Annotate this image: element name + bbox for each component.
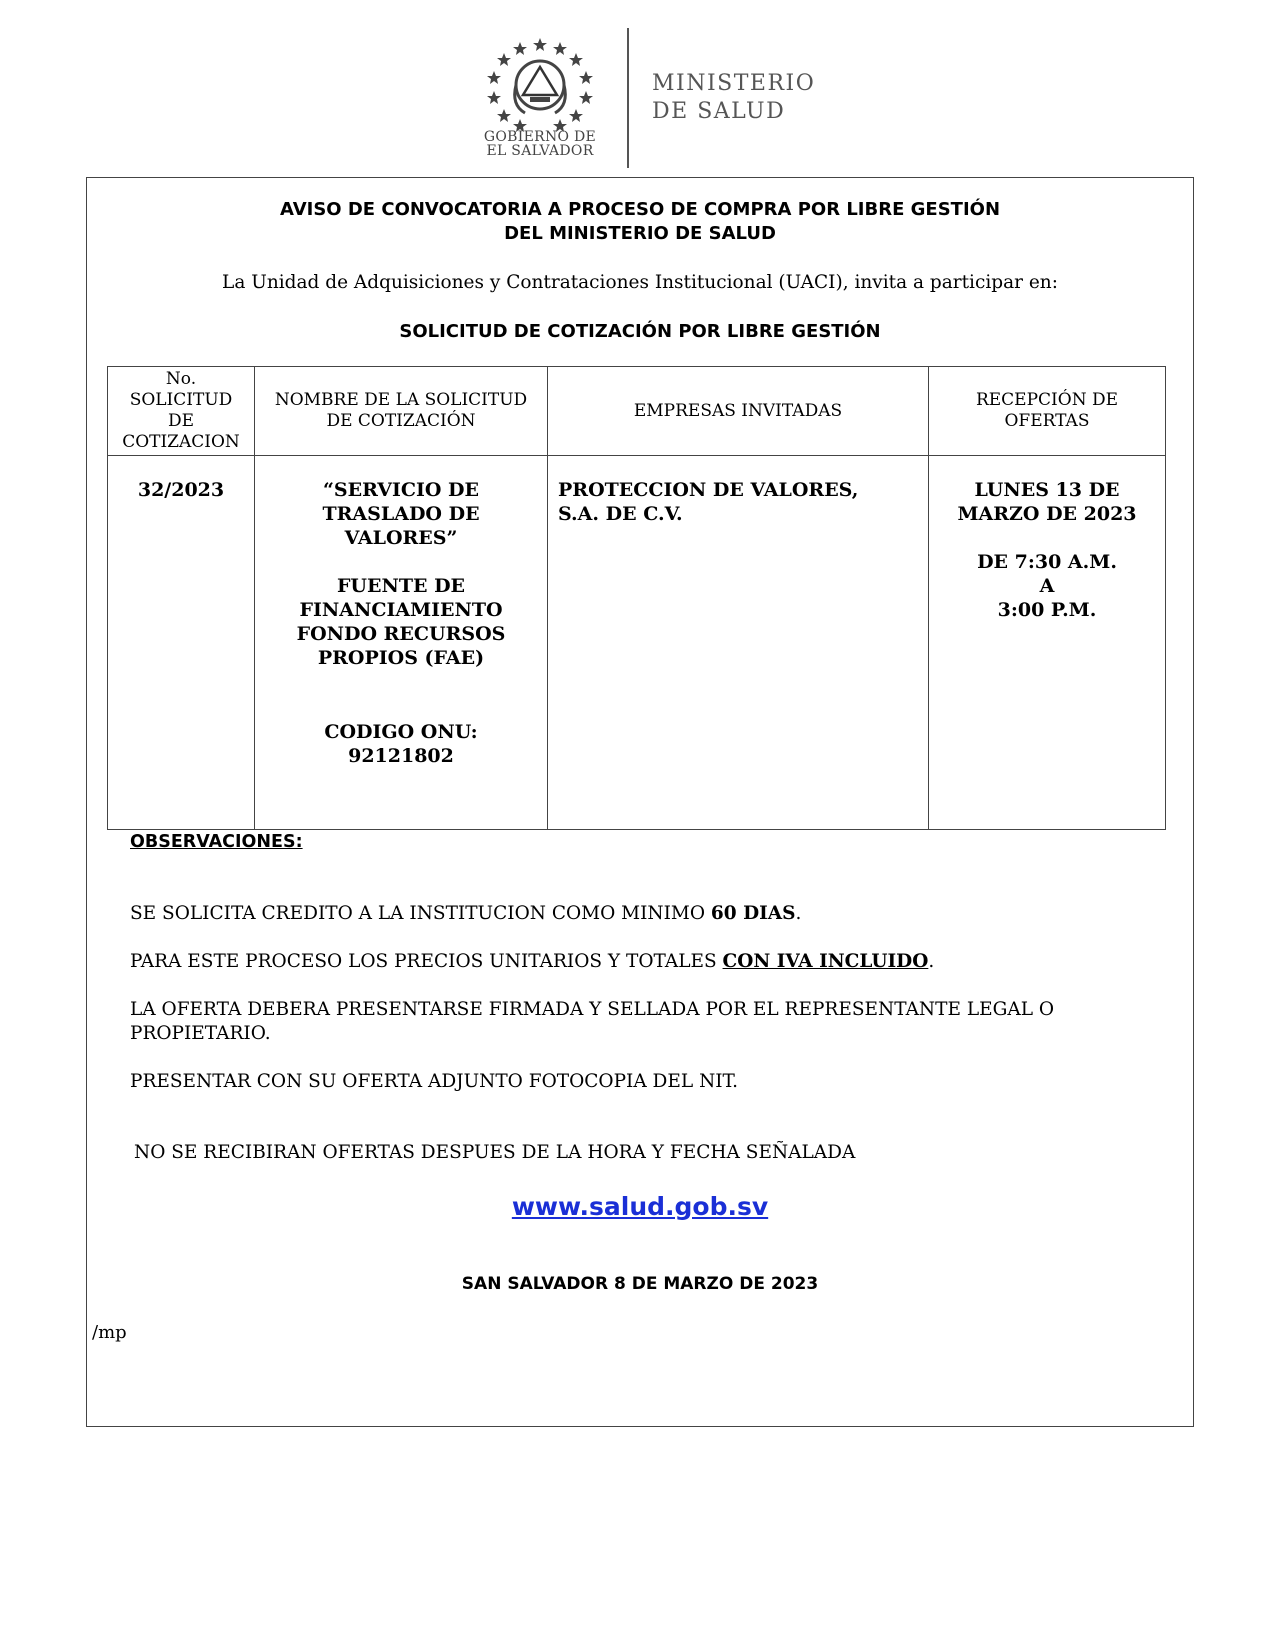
column-header-line: RECEPCIÓN DE [975,390,1119,410]
punctuation: . [795,903,802,924]
notice-title-line-2: DEL MINISTERIO DE SALUD [504,223,776,244]
cell-request-name [255,456,548,830]
column-header-line: SOLICITUD [129,390,233,410]
funding-line: FUENTE DE [336,575,466,597]
government-name-line-1: GOBIERNO DE [483,129,597,145]
column-header-name [255,367,548,456]
column-header-line: DE [167,411,195,431]
signed-line-2: PROPIETARIO. [130,1023,271,1044]
observation-nit: PRESENTAR CON SU OFERTA ADJUNTO FOTOCOPIA DEL NIT. [130,1071,739,1092]
funding-line: PROPIOS (FAE) [317,647,485,669]
prices-text: PARA ESTE PROCESO LOS PRECIOS UNITARIOS Y TOTALES [130,951,723,972]
request-name-line: TRASLADO DE [322,503,480,525]
quotation-table [107,366,1166,830]
onu-code-value: 92121802 [348,745,454,767]
credit-days: 60 DIAS [710,903,796,924]
cell-invited-companies [548,456,929,830]
company-line: S.A. DE C.V. [558,503,683,525]
observation-prices [130,950,1130,974]
column-header-line: NOMBRE DE LA SOLICITUD [274,390,528,410]
ministry-name [652,70,815,126]
ministry-name-line-2: DE SALUD [652,99,786,124]
request-name-line: VALORES” [344,527,458,549]
website-link[interactable]: www.salud.gob.sv [511,1192,769,1221]
ministry-name-line-1: MINISTERIO [652,71,816,96]
table-row [108,456,1166,830]
column-header-line: COTIZACION [122,432,240,452]
column-header-line: EMPRESAS INVITADAS [633,400,843,421]
funding-line: FINANCIAMIENTO [299,599,503,621]
spacer [256,550,546,574]
government-name-line-2: EL SALVADOR [486,143,594,159]
letterhead [0,0,1275,175]
observation-credit [130,902,1130,926]
table-header-row [108,367,1166,456]
column-header-line: OFERTAS [1004,411,1090,431]
reception-date-line: MARZO DE 2023 [957,503,1137,525]
signed-line-1: LA OFERTA DEBERA PRESENTARSE FIRMADA Y SELLADA POR EL REPRESENTANTE LEGAL O [130,999,1055,1020]
notice-title [86,198,1194,246]
column-header-line: DE COTIZACIÓN [326,411,476,431]
funding-line: FONDO RECURSOS [296,623,506,645]
request-name-line: “SERVICIO DE [322,479,479,501]
cell-reception [929,456,1166,830]
prices-iva: CON IVA INCLUIDO [722,951,929,972]
reception-date-line: LUNES 13 DE [974,479,1120,501]
notice-intro: La Unidad de Adquisiciones y Contrataciones Institucional (UACI), invita a participar en: [222,272,1058,293]
column-header-number [108,367,255,456]
notice-title-line-1: AVISO DE CONVOCATORIA A PROCESO DE COMPRA POR LIBRE GESTIÓN [279,199,1001,220]
punctuation: . [928,951,935,972]
spacer [930,526,1164,550]
onu-code-label: CODIGO ONU: [324,721,478,743]
header-divider [627,28,629,168]
reception-time-line: A [1039,575,1055,597]
column-header-companies [548,367,929,456]
cell-request-number [108,456,255,830]
credit-text: SE SOLICITA CREDITO A LA INSTITUCION COMO MINIMO [130,903,711,924]
reception-time-line: 3:00 P.M. [997,599,1097,621]
reception-time-line: DE 7:30 A.M. [977,551,1117,573]
observation-signed [130,998,1130,1046]
company-line: PROTECCION DE VALORES, [558,479,859,501]
column-header-reception [929,367,1166,456]
observation-deadline: NO SE RECIBIRAN OFERTAS DESPUES DE LA HORA Y FECHA SEÑALADA [134,1142,856,1163]
spacer [256,670,546,720]
el-salvador-seal-icon [485,35,595,135]
column-header-line: No. [165,369,197,389]
government-name [470,130,610,158]
author-initials: /mp [92,1322,127,1343]
notice-subtitle: SOLICITUD DE COTIZACIÓN POR LIBRE GESTIÓN [399,321,881,342]
request-number: 32/2023 [137,479,225,501]
observations-heading: OBSERVACIONES: [130,832,303,852]
place-date: SAN SALVADOR 8 DE MARZO DE 2023 [461,1274,819,1294]
